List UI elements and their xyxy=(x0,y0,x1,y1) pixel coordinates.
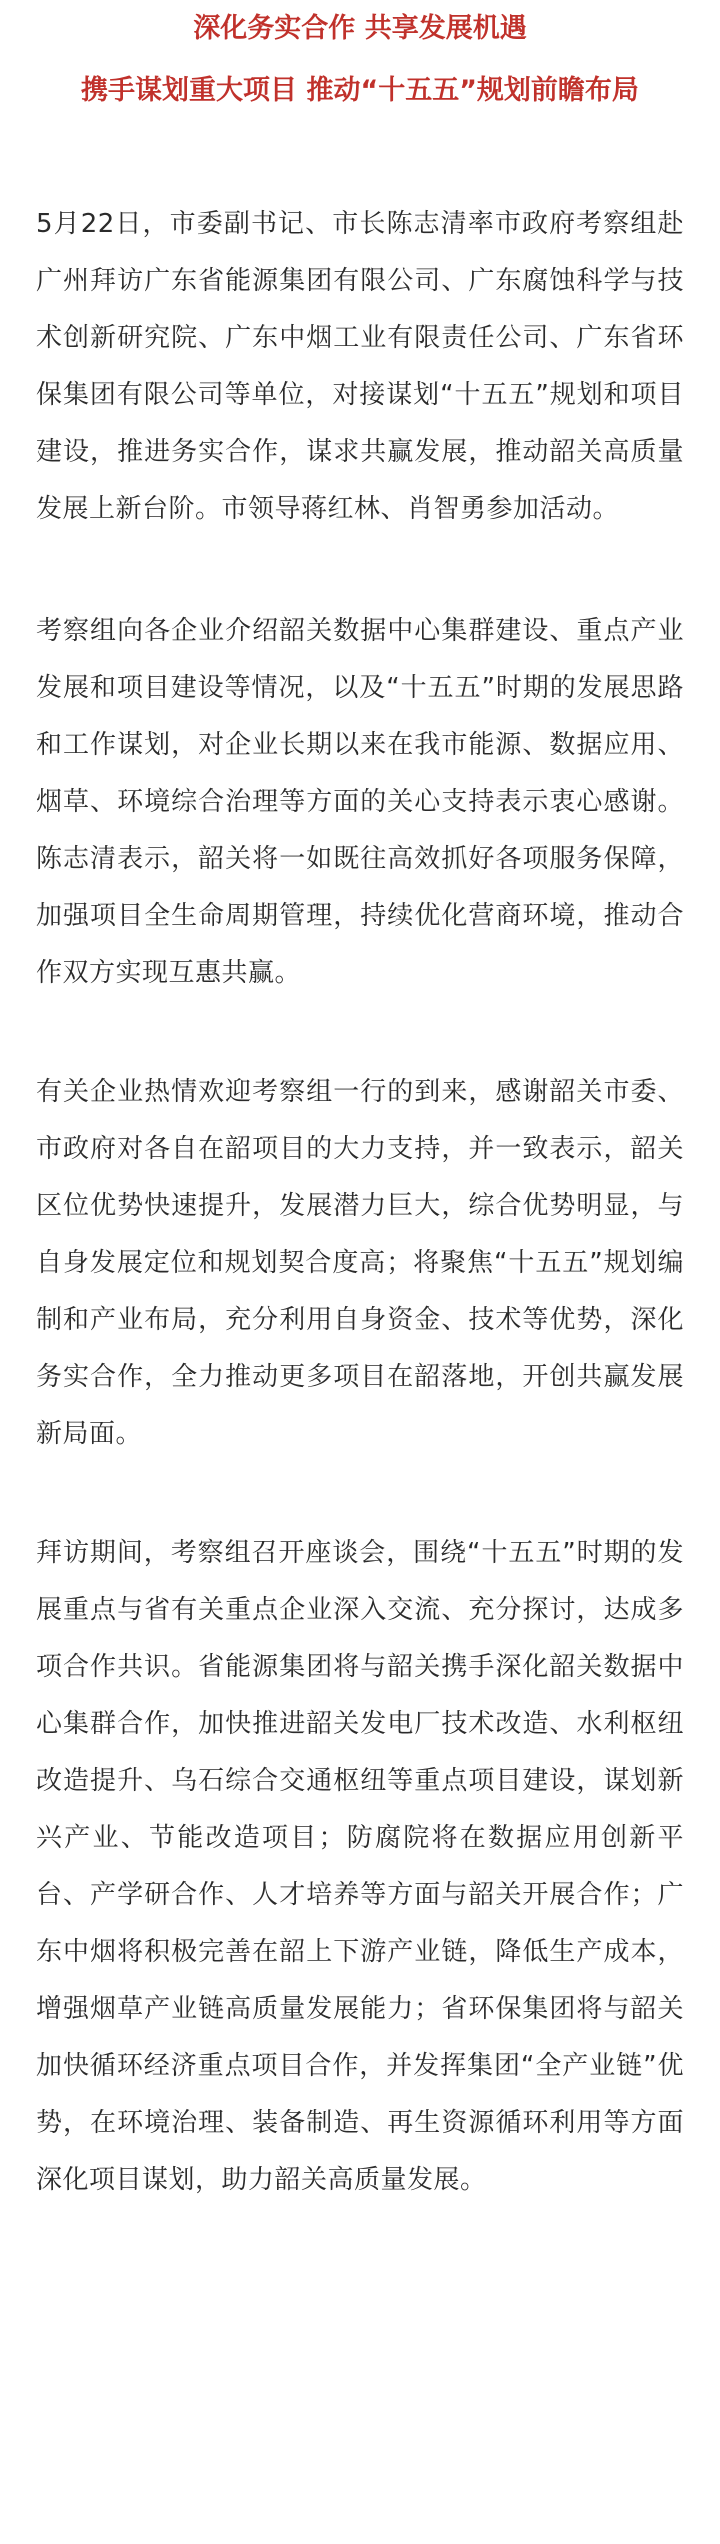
paragraph-3: 有关企业热情欢迎考察组一行的到来，感谢韶关市委、市政府对各自在韶项目的大力支持，并一致表示，韶关区位优势快速提升，发展潜力巨大，综合优势明显，与自身发展定位和规划契合度高；将聚焦“十五五”规划编制和产业布局，充分利用自身资金、技术等优势，深化务实合作，全力推动更多项目在韶落地，开创共赢发展新局面。 xyxy=(36,1076,684,1449)
article-body xyxy=(0,196,720,2209)
headline-line-1: 深化务实合作 共享发展机遇 xyxy=(193,13,527,44)
headline-line-2: 携手谋划重大项目 推动“十五五”规划前瞻布局 xyxy=(81,74,639,106)
paragraph-4: 拜访期间，考察组召开座谈会，围绕“十五五”时期的发展重点与省有关重点企业深入交流、充分探讨，达成多项合作共识。省能源集团将与韶关携手深化韶关数据中心集群合作，加快推进韶关发电厂技术改造、水利枢纽改造提升、乌石综合交通枢纽等重点项目建设，谋划新兴产业、节能改造项目；防腐院将在数据应用创新平台、产学研合作、人才培养等方面与韶关开展合作；广东中烟将积极完善在韶上下游产业链，降低生产成本，增强烟草产业链高质量发展能力；省环保集团将与韶关加快循环经济重点项目合作，并发挥集团“全产业链”优势，在环境治理、装备制造、再生资源循环利用等方面深化项目谋划，助力韶关高质量发展。 xyxy=(36,1537,684,2195)
paragraph-2: 考察组向各企业介绍韶关数据中心集群建设、重点产业发展和项目建设等情况，以及“十五五”时期的发展思路和工作谋划，对企业长期以来在我市能源、数据应用、烟草、环境综合治理等方面的关心支持表示衷心感谢。陈志清表示，韶关将一如既往高效抓好各项服务保障，加强项目全生命周期管理，持续优化营商环境，推动合作双方实现互惠共赢。 xyxy=(36,615,684,988)
paragraph-1: 5月22日，市委副书记、市长陈志清率市政府考察组赴广州拜访广东省能源集团有限公司、广东腐蚀科学与技术创新研究院、广东中烟工业有限责任公司、广东省环保集团有限公司等单位，对接谋划“十五五”规划和项目建设，推进务实合作，谋求共赢发展，推动韶关高质量发展上新台阶。市领导蒋红林、肖智勇参加活动。 xyxy=(36,208,684,524)
